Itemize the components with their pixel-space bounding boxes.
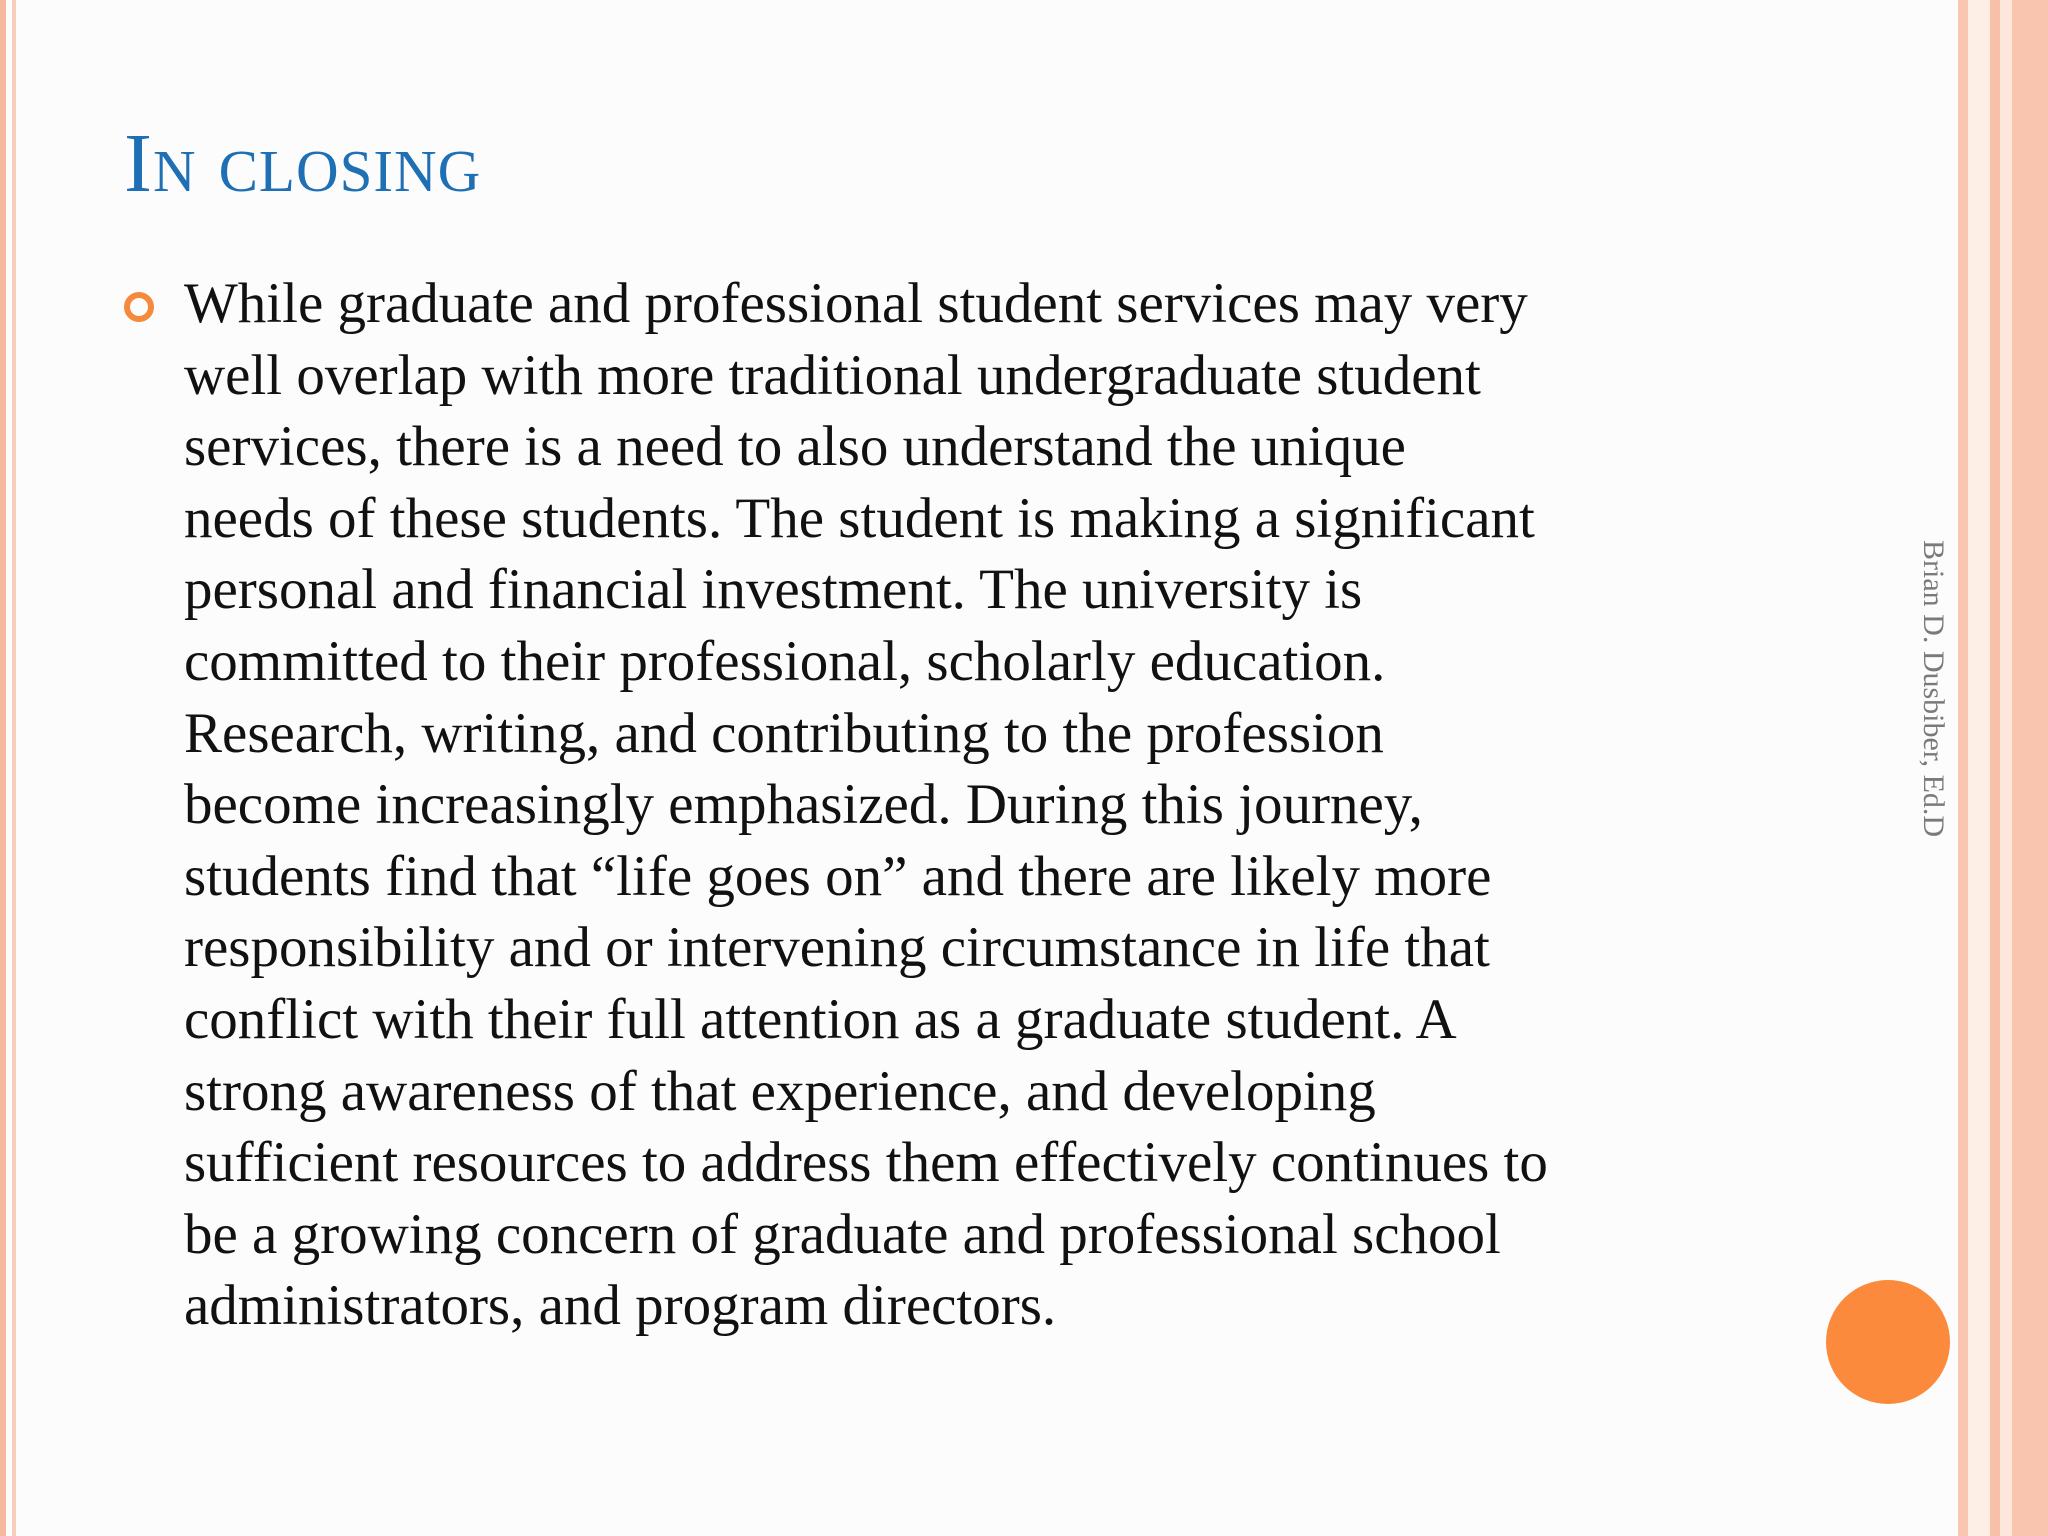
left-border-stripe — [0, 0, 6, 1536]
right-border-band — [2012, 0, 2048, 1536]
slide-body-text: While graduate and professional student services may very well overlap with more traditional undergraduate student services, there is a need to also understand the unique needs of these students. The student is making a significant personal and financial investment. The university is committed to their professional, scholarly education. Research, writing, and contributing to the profession become increasingly emphasized. During this journey, students find that “life goes on” and there are likely more responsibility and or intervening circumstance in life that conflict with their full attention as a graduate student. A strong awareness of that experience, and developing sufficient resources to address them effectively continues to be a growing concern of graduate and professional school administrators, and program directors. — [184, 272, 1548, 1338]
slide-title: In closing — [124, 117, 482, 210]
right-border-band — [1968, 0, 1990, 1536]
right-border-band — [2000, 0, 2012, 1536]
bullet-circle-icon — [124, 292, 154, 322]
author-credit: Brian D. Dusbiber, Ed.D — [1917, 540, 1950, 838]
right-border-band — [1958, 0, 1968, 1536]
left-border-stripe-inner — [12, 0, 16, 1536]
orange-circle-icon — [1826, 1280, 1950, 1404]
right-border-band — [1990, 0, 2000, 1536]
